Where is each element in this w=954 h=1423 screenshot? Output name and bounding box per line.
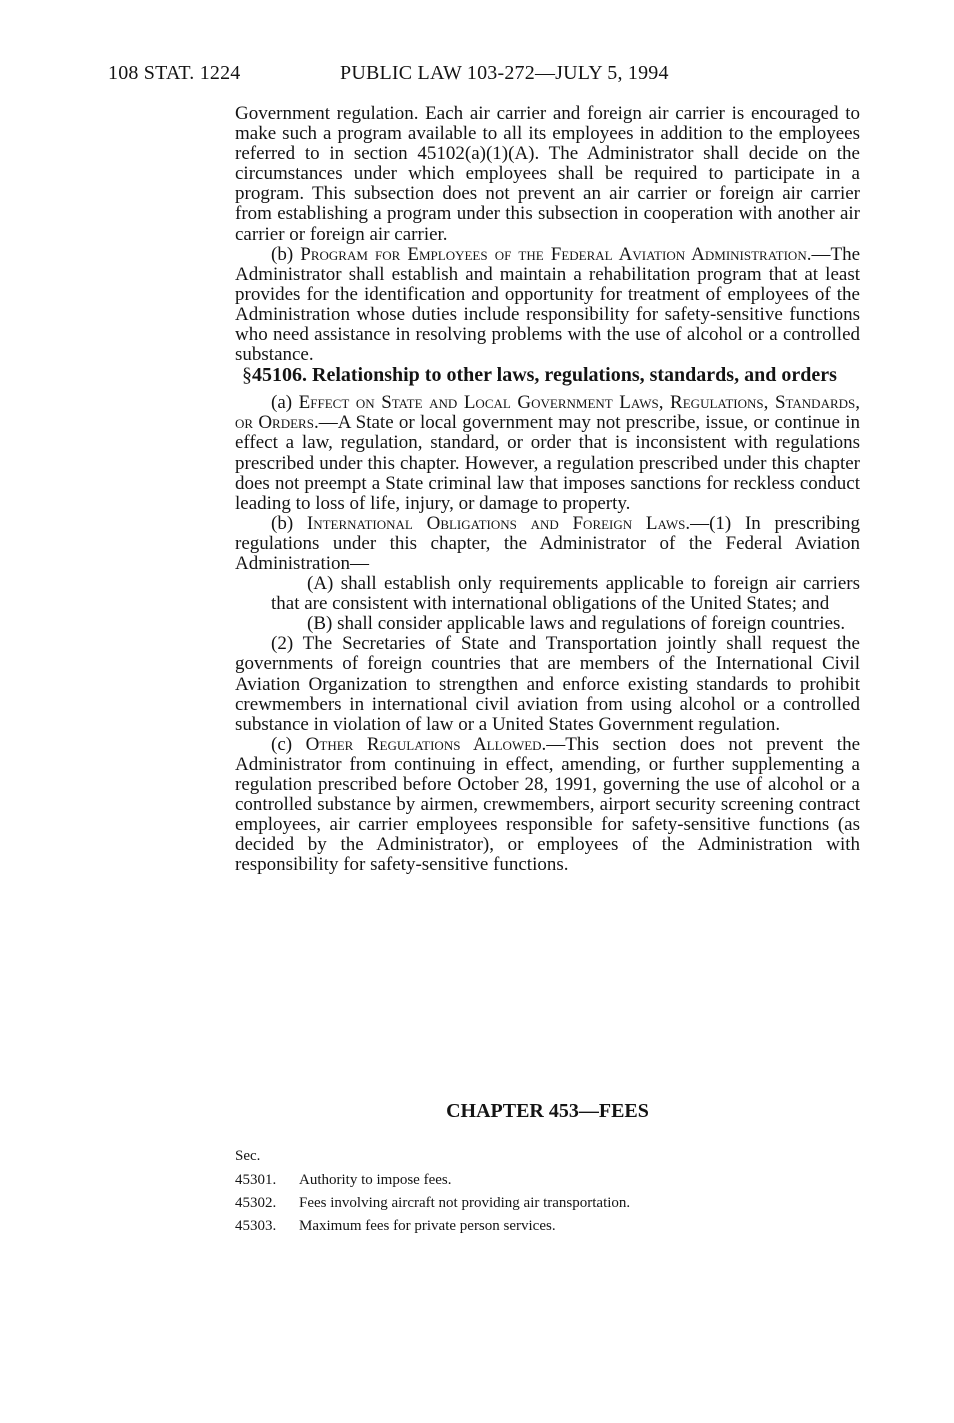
- subsection-heading: Other Regulations Allowed.: [305, 733, 547, 755]
- toc-item: [235, 1194, 860, 1212]
- subsection-text: —A State or local government may not prescribe, issue, or continue in effect a law, regulation, standard, or order that is inconsistent with regulations prescribed under this chapter. However, a regulation prescribed under this chapter does not preempt a State criminal law that imposes sanctions for reckless conduct leading to loss of life, injury, or damage to property.: [235, 412, 860, 514]
- section-title: Relationship to other laws, regulations, standards, and orders: [312, 364, 837, 387]
- subsection-heading: Program for Employees of the Federal Aviation Administration.: [300, 243, 812, 265]
- toc-sec-label: Sec.: [235, 1148, 261, 1164]
- subsection-b-faa-program: [235, 245, 860, 366]
- chapter-heading: CHAPTER 453—FEES: [446, 1100, 649, 1122]
- subsection-label: (c): [271, 733, 293, 755]
- section-symbol: §: [242, 364, 252, 387]
- clause-a: (A) shall establish only requirements applicable to foreign air carriers that are consistent with international obligations of the United States; and: [271, 573, 860, 615]
- body-text: [235, 104, 860, 875]
- section-heading: [235, 365, 860, 386]
- subsection-heading: International Obligations and Foreign Laws.: [306, 512, 691, 534]
- subsection-label: (a): [271, 392, 293, 414]
- subsection-label: (b): [271, 512, 294, 534]
- subsection-b-international: [235, 514, 860, 574]
- chapter-table-of-contents: [235, 1148, 860, 1240]
- clause-b: (B) shall consider applicable laws and regulations of foreign countries.: [307, 613, 846, 635]
- section-number: 45106.: [252, 364, 307, 387]
- paragraph-continuation: Government regulation. Each air carrier and foreign air carrier is encouraged to make such a program available to all its employees in addition to the employees referred to in section 45102(a)(1)(A). The Administrator shall decide on the circumstances under which employees shall be required to participate in a program. This subsection does not prevent an air carrier or foreign air carrier from establishing a program under this subsection in cooperation with another air carrier or foreign air carrier.: [235, 103, 860, 245]
- subsection-heading: Effect on State and Local Government Laws, Regulations, Standards, or Orders.: [235, 392, 860, 434]
- toc-item: [235, 1217, 860, 1235]
- public-law-title: PUBLIC LAW 103-272—JULY 5, 1994: [340, 62, 669, 84]
- toc-item-number: 45301.: [235, 1172, 277, 1188]
- subsection-text: —This section does not prevent the Administrator from continuing in effect, amending, or further supplementing a regulation prescribed before October 28, 1991, governing the use of alcohol or a controlled substance by airmen, crewmembers, airport security screening contract employees, air carrier employees responsible for safety-sensitive functions (as decided by the Administrator), or employees of the Administration with responsibility for safety-sensitive functions.: [235, 733, 860, 876]
- subsection-c-other: [235, 735, 860, 876]
- toc-item-number: 45303.: [235, 1218, 277, 1234]
- subsection-label: (b): [271, 243, 294, 265]
- paragraph-2: (2) The Secretaries of State and Transportation jointly shall request the governments of foreign countries that are members of the International Civil Aviation Organization to strengthen and enforce existing standards to prohibit crewmembers in international civil aviation from using alcohol or a controlled substance in violation of law or a United States Government regulation.: [235, 633, 860, 735]
- subsection-a-effect: [235, 393, 860, 514]
- subsection-text: —The Administrator shall establish and maintain a rehabilitation program that at least provides for the identification and opportunity for treatment of employees of the Administration whose duties include responsibility for safety-sensitive functions who need assistance in resolving problems with the use of alcohol or a controlled substance.: [235, 243, 861, 366]
- toc-item-title: Maximum fees for private person services.: [299, 1218, 556, 1234]
- subsection-text: —(1) In prescribing regulations under this chapter, the Administrator of the Federal Aviation Administration—: [235, 512, 860, 574]
- statute-page-number: 108 STAT. 1224: [108, 62, 241, 84]
- toc-item-title: Authority to impose fees.: [299, 1172, 452, 1188]
- toc-item: [235, 1171, 860, 1189]
- toc-item-number: 45302.: [235, 1195, 277, 1211]
- toc-item-title: Fees involving aircraft not providing air transportation.: [299, 1195, 631, 1211]
